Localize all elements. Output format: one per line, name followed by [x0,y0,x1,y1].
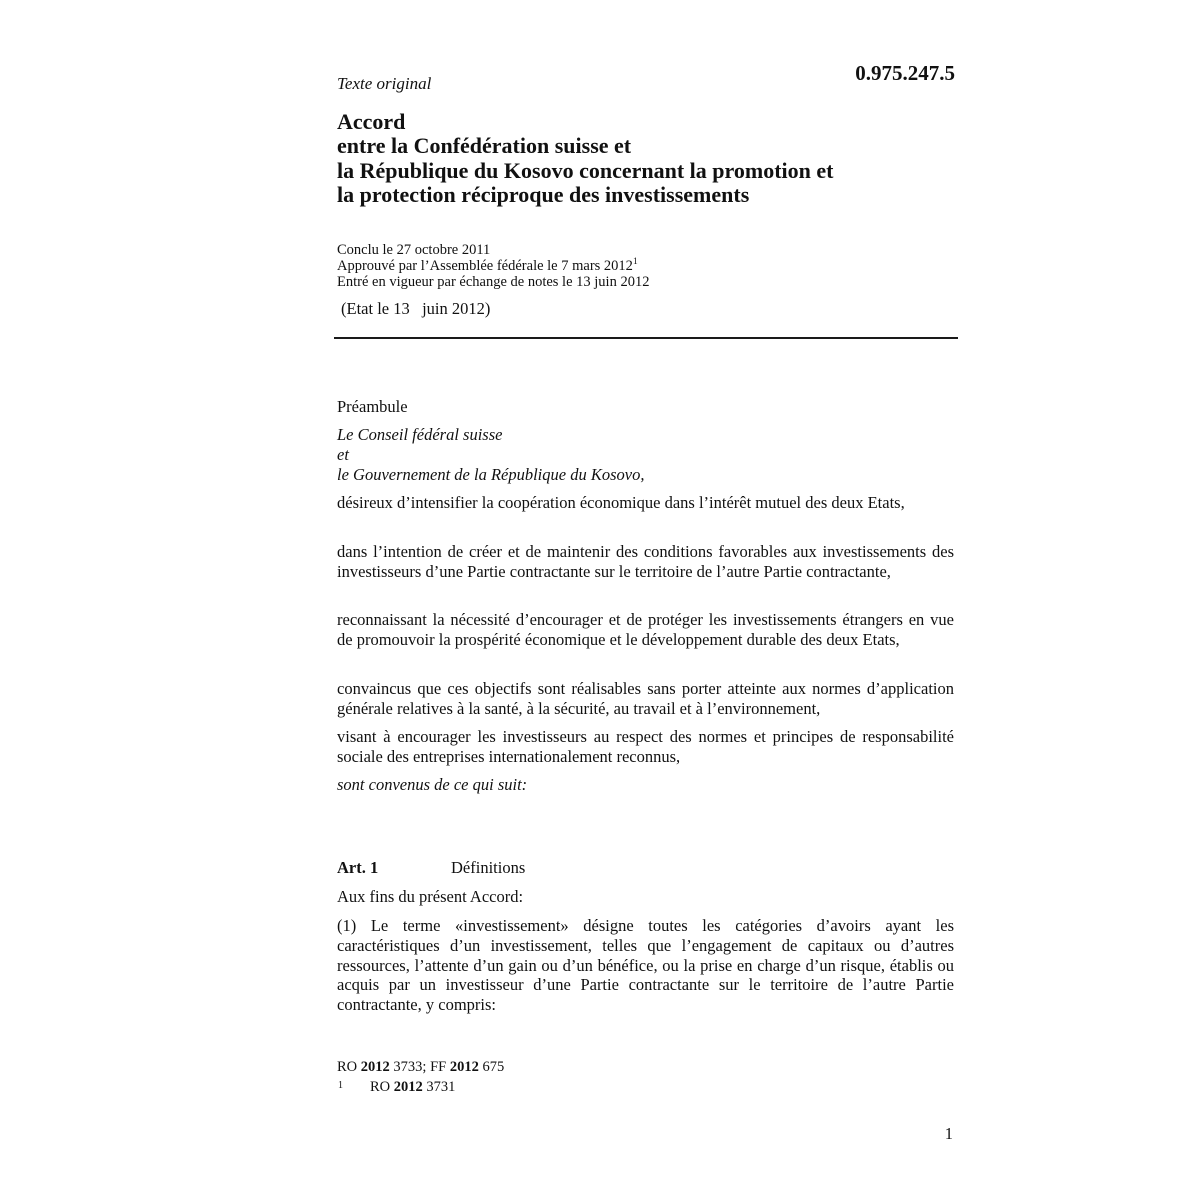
article-paragraph-1: (1) Le terme «investissement» désigne toutes les catégories d’avoirs ayant les caractéristiques d’un investissement, telles que l’engagement de capitaux ou d’autres ressources, l’attente d’un gain ou d’un bénéfice, ou la prise en charge d’un risque, établis ou acquis par un investisseur d’une Partie contractante sur le territoire de l’autre Partie contractante, y compris: [337,916,954,1015]
footnote-ref-1[interactable]: 1 [632,256,638,267]
status-date: (Etat le 13 juin 2012) [341,299,491,318]
preamble-closing: sont convenus de ce qui suit: [337,775,528,794]
article-title: Définitions [451,858,526,877]
title-line-1: Accord [337,109,406,134]
footnote-1-text: RO 2012 3731 [370,1079,456,1095]
title-line-4: la protection réciproque des investissements [337,181,750,207]
title-line-2: entre la Confédération suisse et [337,133,632,159]
official-references: RO 2012 3733; FF 2012 675 [337,1059,505,1075]
article-number: Art. 1 [337,858,379,877]
document-title [337,110,977,207]
footnote-1-number: 1 [338,1080,343,1091]
preamble-party-1: Le Conseil fédéral suisse [337,425,503,444]
preamble-party-2: le Gouvernement de la République du Kosovo, [337,465,645,484]
original-text-label: Texte original [337,74,432,93]
preamble-paragraph-2: dans l’intention de créer et de maintenir des conditions favorables aux investissements des investisseurs d’une Partie contractante sur le territoire de l’autre Partie contractante, [337,542,954,581]
preamble-paragraph-4: convaincus que ces objectifs sont réalisables sans porter atteinte aux normes d’application générale relatives à la santé, à la sécurité, au travail et à l’environnement, [337,679,954,718]
preamble-paragraph-5: visant à encourager les investisseurs au respect des normes et principes de responsabilité sociale des entreprises internationalement reconnus, [337,727,954,766]
preamble-heading: Préambule [337,397,408,416]
approved-date: Approuvé par l’Assemblée fédérale le 7 mars 2012 [337,257,633,274]
preamble-conjunction: et [337,445,349,464]
concluded-date: Conclu le 27 octobre 2011 [337,242,491,258]
preamble-paragraph-3: reconnaissant la nécessité d’encourager et de protéger les investissements étrangers en vue de promouvoir la prospérité économique et le développement durable des deux Etats, [337,610,954,649]
title-line-3: la République du Kosovo concernant la promotion et [337,157,834,183]
page-number: 1 [944,1124,953,1143]
sr-number: 0.975.247.5 [855,61,955,85]
header-divider [334,337,958,339]
document-metadata [337,243,649,290]
preamble-paragraph-1: désireux d’intensifier la coopération économique dans l’intérêt mutuel des deux Etats, [337,493,905,512]
approval-line [337,256,649,275]
entry-into-force: Entré en vigueur par échange de notes le 13 juin 2012 [337,273,650,290]
article-intro: Aux fins du présent Accord: [337,887,524,906]
